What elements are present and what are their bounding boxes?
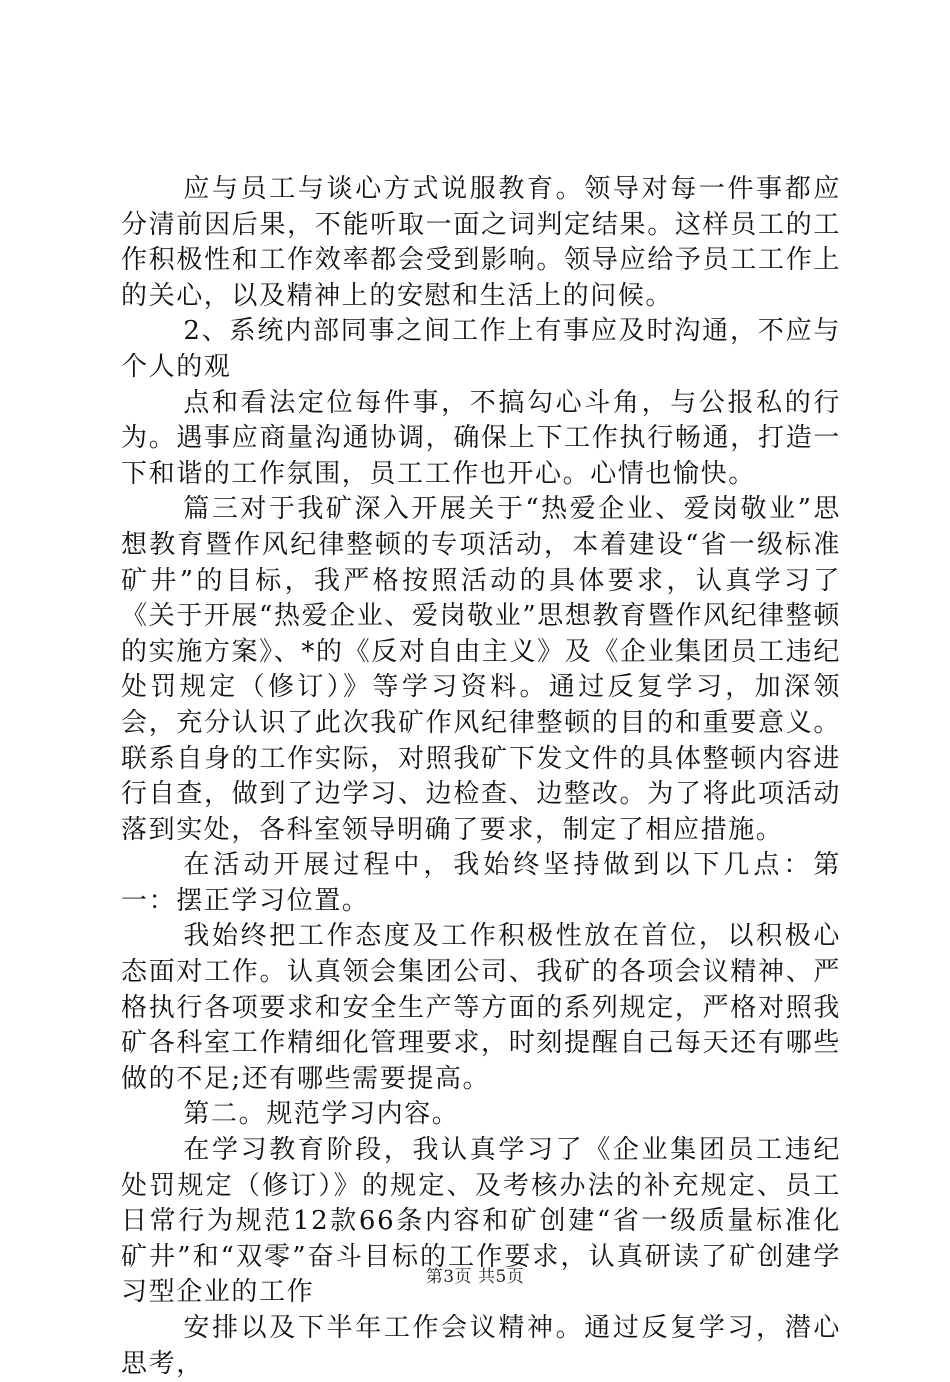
paragraph-4: 篇三对于我矿深入开展关于“热爱企业、爱岗敬业”思想教育暨作风纪律整顿的专项活动，本着建设“省一级标准矿井”的目标，我严格按照活动的具体要求，认真学习了《关于开展“热爱企业、爱岗敬业”思想教育暨作风纪律整顿的实施方案》、*的《反对自由主义》及《企业集团员工违纪处罚规定（修订）》等学习资料。通过反复学习，加深领会，充分认识了此次我矿作风纪律整顿的目的和重要意义。联系自身的工作实际，对照我矿下发文件的具体整顿内容进行自查，做到了边学习、边检查、边整改。为了将此项活动落到实处，各科室领导明确了要求，制定了相应措施。	[121, 494, 841, 845]
paragraph-6: 我始终把工作态度及工作积极性放在首位，以积极心态面对工作。认真领会集团公司、我矿的各项会议精神、严格执行各项要求和安全生产等方面的系列规定，严格对照我矿各科室工作精细化管理要求，时刻提醒自己每天还有哪些做的不足;还有哪些需要提高。	[121, 921, 841, 1094]
paragraph-1: 应与员工与谈心方式说服教育。领导对每一件事都应分清前因后果，不能听取一面之词判定结果。这样员工的工作积极性和工作效率都会受到影响。领导应给予员工工作上的关心，以及精神上的安慰和生活上的问候。	[121, 174, 841, 311]
page-number-footer: 第3页 共5页	[425, 1267, 525, 1287]
paragraph-2: 2、系统内部同事之间工作上有事应及时沟通，不应与个人的观	[121, 316, 841, 382]
paragraph-5: 在活动开展过程中，我始终坚持做到以下几点：第一：摆正学习位置。	[121, 850, 841, 916]
paragraph-3: 点和看法定位每件事，不搞勾心斗角，与公报私的行为。遇事应商量沟通协调，确保上下工作执行畅通，打造一下和谐的工作氛围，员工工作也开心。心情也愉快。	[121, 387, 841, 489]
paragraph-8: 在学习教育阶段，我认真学习了《企业集团员工违纪处罚规定（修订）》的规定、及考核办法的补充规定、员工日常行为规范12款66条内容和矿创建“省一级质量标准化矿井”和“双零”奋斗目标的工作要求，认真研读了矿创建学习型企业的工作	[121, 1135, 841, 1308]
paragraph-9: 安排以及下半年工作会议精神。通过反复学习，潜心思考，	[121, 1313, 841, 1379]
paragraph-7: 第二。规范学习内容。	[183, 1099, 460, 1130]
document-body	[121, 172, 841, 1382]
